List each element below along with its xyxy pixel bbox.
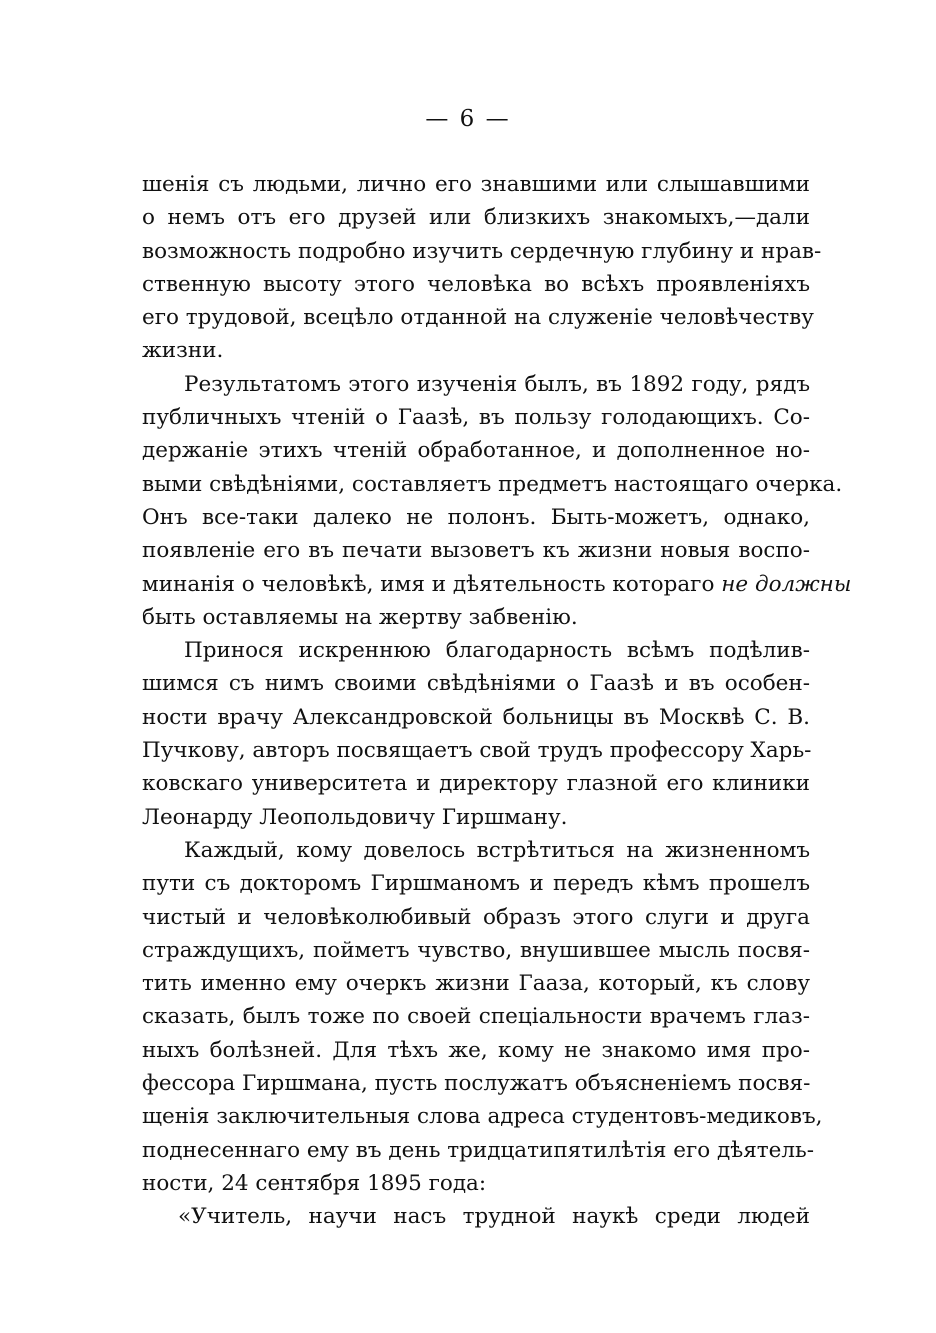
text-line: Леонарду Леопольдовичу Гиршману. — [142, 804, 568, 830]
text-line: Результатомъ этого изученія былъ, въ 1892 году, рядъ — [184, 371, 810, 397]
text-line: чистый и человѣколюбивый образъ этого слуги и друга — [142, 904, 810, 930]
text-line: шимся съ нимъ своими свѣдѣніями о Гаазѣ и въ особен- — [142, 671, 810, 697]
text-line: пути съ докторомъ Гиршманомъ и передъ кѣмъ прошелъ — [142, 871, 810, 897]
text-line: страждущихъ, пойметъ чувство, внушившее мысль посвя- — [142, 937, 810, 963]
text-line: ственную высоту этого человѣка во всѣхъ проявленіяхъ — [142, 271, 810, 297]
text-line: быть оставляемы на жертву забвенію. — [142, 604, 578, 630]
text-fragment: минанія о человѣкѣ, имя и дѣятельность котораго — [142, 571, 715, 597]
text-line: ныхъ болѣзней. Для тѣхъ же, кому не знакомо имя про- — [142, 1037, 810, 1063]
text-line: ности врачу Александровской больницы въ Москвѣ С. В. — [142, 704, 810, 730]
text-line: тить именно ему очеркъ жизни Гааза, который, къ слову — [142, 971, 810, 997]
text-line: ности, 24 сентября 1895 года: — [142, 1170, 487, 1196]
text-line: «Учитель, научи насъ трудной наукѣ среди людей — [178, 1204, 810, 1230]
text-line: жизни. — [142, 338, 224, 364]
italic-emphasis: не должны — [721, 571, 852, 597]
text-line: выми свѣдѣніями, составляетъ предметъ настоящаго очерка. — [142, 471, 843, 497]
body-text — [142, 168, 852, 1234]
text-line: возможность подробно изучить сердечную глубину и нрав- — [142, 238, 822, 264]
text-line: Принося искреннюю благодарность всѣмъ подѣлив- — [184, 638, 810, 664]
text-line: публичныхъ чтеній о Гаазѣ, въ пользу голодающихъ. Со- — [142, 405, 810, 431]
text-line: о немъ отъ его друзей или близкихъ знакомыхъ,—дали — [142, 205, 810, 231]
text-line-with-italic — [142, 568, 852, 601]
text-line: ковскаго университета и директору глазной его клиники — [142, 771, 810, 797]
text-line: Пучкову, авторъ посвящаетъ свой трудъ профессору Харь- — [142, 738, 812, 764]
text-line: Каждый, кому довелось встрѣтиться на жизненномъ — [184, 837, 810, 863]
text-line: держаніе этихъ чтеній обработанное, и дополненное но- — [142, 438, 810, 464]
text-line: поднесеннаго ему въ день тридцатипятилѣтія его дѣятель- — [142, 1137, 815, 1163]
text-line: шенія съ людьми, лично его знавшими или слышавшими — [142, 172, 810, 197]
text-line: сказать, былъ тоже по своей спеціальности врачемъ глаз- — [142, 1004, 810, 1030]
text-line: фессора Гиршмана, пусть послужатъ объясненіемъ посвя- — [142, 1071, 811, 1097]
page-number: — 6 — — [425, 106, 511, 132]
text-line: щенія заключительныя слова адреса студентовъ-медиковъ, — [142, 1104, 823, 1130]
text-line: появленіе его въ печати вызоветъ къ жизни новыя воспо- — [142, 538, 810, 564]
text-line: его трудовой, всецѣло отданной на служеніе человѣчеству — [142, 305, 814, 331]
text-line: Онъ все-таки далеко не полонъ. Быть-можетъ, однако, — [142, 504, 810, 530]
